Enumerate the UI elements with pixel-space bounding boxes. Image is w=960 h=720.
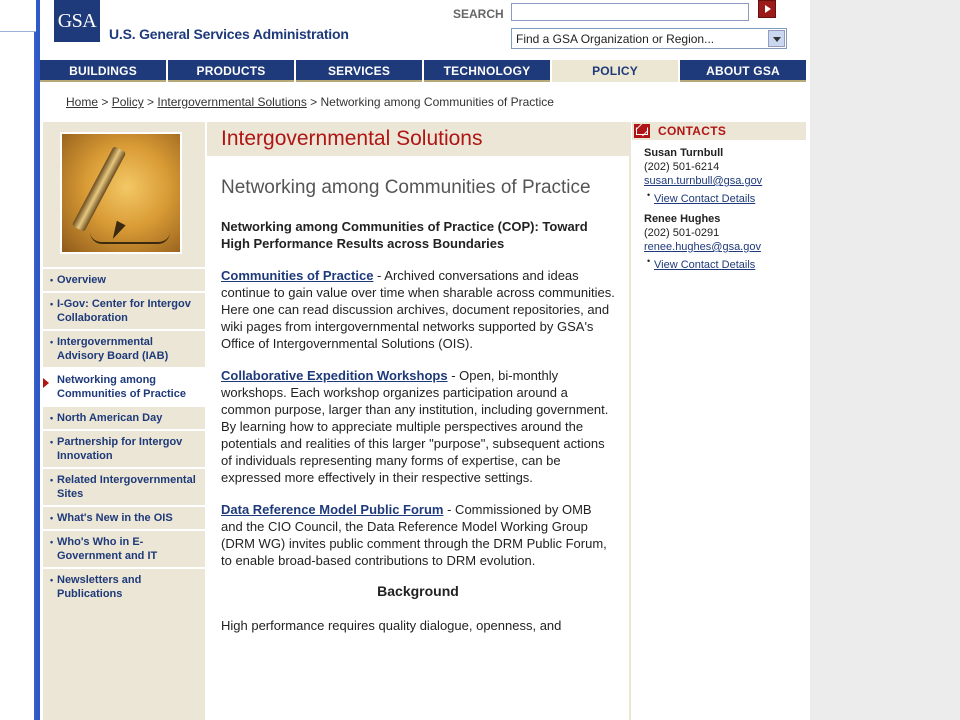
breadcrumb-current: Networking among Communities of Practice (320, 95, 554, 109)
fountain-pen-image (60, 132, 182, 254)
gsa-logo[interactable] (54, 0, 100, 42)
sidebar-item-igov[interactable]: • I-Gov: Center for Intergov Collaboration (43, 291, 205, 329)
breadcrumb (66, 95, 554, 109)
sidebar-list (43, 267, 205, 605)
contacts-panel (632, 122, 806, 272)
section-title: Intergovernmental Solutions (207, 122, 629, 156)
nav-tab-products[interactable]: PRODUCTS (168, 60, 294, 82)
web-page (40, 0, 810, 720)
breadcrumb-separator: > (98, 95, 112, 109)
logo-text: GSA (57, 9, 97, 32)
breadcrumb-intergovernmental[interactable]: Intergovernmental Solutions (157, 95, 307, 109)
breadcrumb-home[interactable]: Home (66, 95, 99, 109)
sidebar-item-iab[interactable]: • Intergovernmental Advisory Board (IAB) (43, 329, 205, 367)
contact-email-link[interactable]: renee.hughes@gsa.gov (644, 241, 761, 253)
contact-card (632, 206, 806, 272)
contacts-header (632, 122, 806, 140)
search-go-icon[interactable] (758, 0, 776, 18)
entry-text: - Commissioned by OMB and the CIO Council, the Data Reference Model Working Group (DRM WG) invites public comment through the DRM Public Forum, to enable broad-based contributions to DRM evolution. (221, 502, 607, 568)
sidebar-item-whos-who[interactable]: • Who's Who in E-Government and IT (43, 529, 205, 567)
sidebar-item-north-american-day[interactable]: • North American Day (43, 405, 205, 429)
entry-text: - Open, bi-monthly workshops. Each workshop organizes participation around a common purpose, larger than any institution, including government. By learning how to appreciate multiple perspectives around the potentials and realities of this larger "purpose", subsequent actions of individuals representing many forms of expertise, can be expressed more effectively in their respective settings. (221, 368, 609, 485)
sidebar-item-related-sites[interactable]: • Related Intergovernmental Sites (43, 467, 205, 505)
contact-phone: (202) 501-6214 (644, 161, 720, 173)
agency-name[interactable]: U.S. General Services Administration (109, 26, 349, 42)
column-divider (629, 122, 631, 720)
search-label: SEARCH (453, 7, 504, 21)
section-sidebar (43, 122, 205, 720)
contact-card (632, 140, 806, 206)
chevron-down-icon[interactable] (768, 30, 785, 47)
link-drm-public-forum[interactable]: Data Reference Model Public Forum (221, 502, 444, 517)
page-title: Networking among Communities of Practice (221, 177, 591, 198)
search-input[interactable] (511, 3, 749, 21)
breadcrumb-policy[interactable]: Policy (111, 95, 144, 109)
nav-tab-buildings[interactable]: BUILDINGS (40, 60, 166, 82)
sidebar-item-networking[interactable]: Networking among Communities of Practice (43, 367, 205, 405)
sidebar-item-newsletters[interactable]: • Newsletters and Publications (43, 567, 205, 605)
entry-communities (221, 267, 615, 352)
main-nav (40, 60, 808, 82)
org-region-select[interactable] (511, 28, 787, 49)
nav-tab-services[interactable]: SERVICES (296, 60, 422, 82)
nav-tab-policy[interactable]: POLICY (552, 60, 678, 82)
view-contact-details-link[interactable]: • View Contact Details (644, 258, 806, 272)
contact-name: Renee Hughes (644, 213, 721, 225)
contact-name: Susan Turnbull (644, 147, 724, 159)
link-collaborative-workshops[interactable]: Collaborative Expedition Workshops (221, 368, 448, 383)
main-content (207, 122, 629, 720)
breadcrumb-separator: > (143, 95, 158, 109)
link-communities-of-practice[interactable]: Communities of Practice (221, 268, 374, 283)
contact-email-link[interactable]: susan.turnbull@gsa.gov (644, 175, 763, 187)
window-right-margin (808, 0, 960, 720)
breadcrumb-separator: > (306, 95, 321, 109)
envelope-icon (634, 124, 650, 138)
contact-phone: (202) 501-0291 (644, 227, 720, 239)
entry-drm-forum (221, 501, 615, 569)
page-subtitle: Networking among Communities of Practice (COP): Toward High Performance Results across Boundaries (221, 219, 588, 251)
entry-workshops (221, 367, 615, 486)
background-text: High performance requires quality dialogue, openness, and (221, 618, 562, 633)
org-select-value: Find a GSA Organization or Region... (516, 32, 715, 46)
sidebar-item-whats-new[interactable]: • What's New in the OIS (43, 505, 205, 529)
view-contact-details-link[interactable]: • View Contact Details (644, 192, 806, 206)
sidebar-item-overview[interactable]: • Overview (43, 267, 205, 291)
nav-tab-technology[interactable]: TECHNOLOGY (424, 60, 550, 82)
sidebar-item-partnership[interactable]: • Partnership for Intergov Innovation (43, 429, 205, 467)
contacts-title: CONTACTS (658, 124, 727, 138)
left-pane-row[interactable] (0, 0, 36, 32)
background-heading: Background (377, 583, 459, 599)
entry-text: - Archived conversations and ideas continue to gain value over time when sharable across communities. Here one can read discussion archives, document repositories, and wiki pages from intergovernmental networks supported by GSA's Office of Intergovernmental Solutions (OIS). (221, 268, 615, 351)
window-left-pane (0, 0, 36, 720)
nav-tab-about-gsa[interactable]: ABOUT GSA (680, 60, 806, 82)
